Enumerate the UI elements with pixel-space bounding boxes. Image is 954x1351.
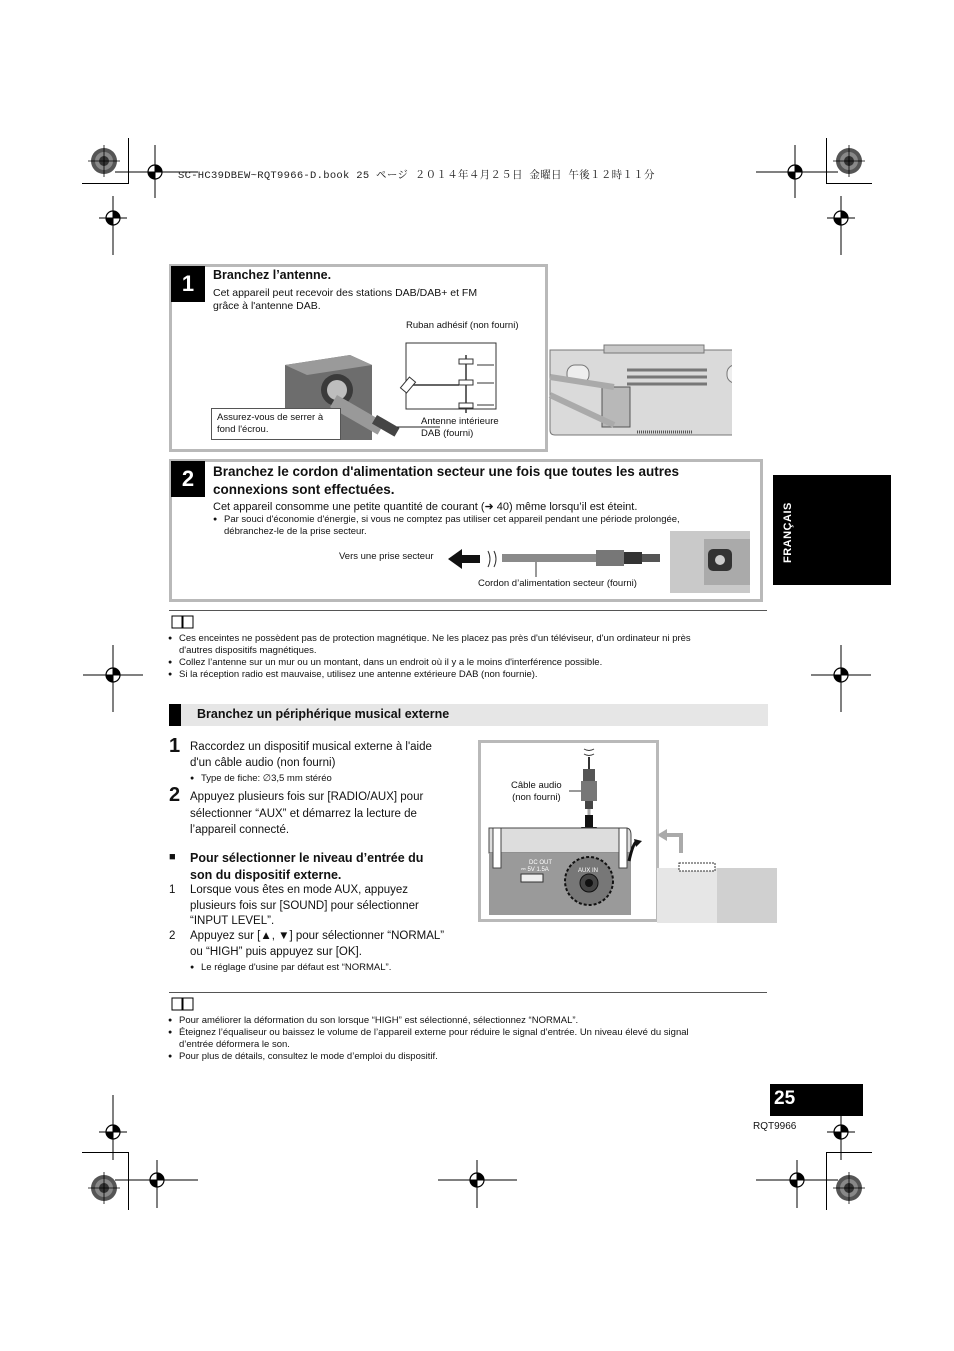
cable-label-line2: (non fourni)	[512, 792, 561, 803]
ext-step1-number: 1	[169, 735, 181, 757]
sub-heading	[190, 850, 423, 884]
language-tab	[773, 475, 891, 585]
ext-step1-line2: d'un câble audio (non fourni)	[190, 757, 336, 769]
arrow-left-icon	[448, 549, 480, 569]
aux-in-label: AUX IN	[578, 868, 599, 874]
cable-label-line1: Câble audio	[511, 780, 562, 791]
page-number: 25	[774, 1088, 796, 1109]
note3: Si la réception radio est mauvaise, utilisez une antenne extérieure DAB (non fournie).	[179, 669, 538, 680]
note2-2-line1: Éteignez l’équaliseur ou baissez le volume de l’appareil externe pour réduire le signal d’entrée. Un niveau élevé du signal	[179, 1027, 689, 1038]
note-item	[168, 1015, 758, 1027]
notes2-list	[168, 1015, 758, 1063]
notes1-rule	[169, 610, 767, 611]
sub-step2-line1: Appuyez sur [▲, ▼] pour sélectionner “NORMAL”	[190, 930, 445, 942]
ext-step2-text	[190, 789, 423, 839]
sub-marker: ■	[169, 851, 176, 863]
dc-out-label: DC OUT	[529, 860, 552, 866]
language-label: FRANÇAIS	[782, 502, 794, 563]
note-item	[168, 633, 758, 657]
sub-step1-text	[190, 883, 419, 930]
notes1-list	[168, 633, 758, 681]
step2-title-line2: connexions sont effectuées.	[213, 482, 395, 497]
step1-text-line1: Cet appareil peut recevoir des stations DAB/DAB+ et FM	[213, 287, 478, 299]
step2-text: Cet appareil consomme une petite quantité de courant (➜ 40) même lorsqu’il est éteint.	[213, 501, 638, 513]
ext-step1-line1: Raccordez un dispositif musical externe à l'aide	[190, 741, 432, 753]
step2-number: 2	[171, 461, 205, 497]
note-item	[168, 1051, 758, 1063]
ext-step2-line1: Appuyez plusieurs fois sur [RADIO/AUX] pour	[190, 791, 424, 803]
factory-default-text: Le réglage d'usine par défaut est “NORMAL”.	[201, 962, 392, 973]
sub-step2-number: 2	[169, 930, 176, 942]
sub-step2-text	[190, 929, 444, 960]
note2-3: Pour plus de détails, consultez le mode d’emploi du dispositif.	[179, 1051, 438, 1062]
ext-step1-text	[190, 739, 432, 771]
note1-line2: d'autres dispositifs magnétiques.	[179, 645, 317, 656]
note-item	[168, 669, 758, 681]
section-title: Branchez un périphérique musical externe	[197, 707, 450, 721]
sub-step1-line3: “INPUT LEVEL”.	[190, 915, 275, 927]
step2-bullet-line2: débranchez-le de la prise secteur.	[224, 526, 367, 537]
ext-step1-bullet	[190, 773, 332, 785]
section-header	[169, 704, 768, 726]
ext-step2-line3: l’appareil connecté.	[190, 824, 290, 836]
book-icon	[171, 997, 195, 1011]
plug-type	[190, 773, 332, 785]
aux-jack-illustration	[481, 743, 881, 923]
step1-text-line2: grâce à l'antenne DAB.	[213, 300, 321, 312]
page-number-box	[770, 1084, 863, 1116]
antenna-label	[421, 416, 499, 440]
ext-step2-line2: sélectionner “AUX” et démarrez la lecture de	[190, 807, 417, 820]
step2-title-line1: Branchez le cordon d'alimentation secteur une fois que toutes les autres	[213, 464, 680, 479]
note2-1: Pour améliorer la déformation du son lorsque “HIGH” est sélectionné, sélectionnez “NORMAL”.	[179, 1015, 579, 1026]
notes2-rule	[169, 992, 767, 993]
note1-line1: Ces enceintes ne possèdent pas de protection magnétique. Ne les placez pas près d'un téléviseur, d'un ordinateur ni près	[179, 633, 691, 644]
nut-callout-line2: fond l'écrou.	[217, 424, 269, 435]
nut-callout	[211, 408, 341, 440]
factory-default	[190, 962, 391, 974]
doc-code: RQT9966	[753, 1121, 797, 1132]
ext-step2-number: 2	[169, 784, 181, 806]
outlet-label: Vers une prise secteur	[339, 551, 434, 562]
step2-title	[213, 463, 679, 499]
sub-step1-line2: plusieurs fois sur [SOUND] pour sélectionner	[190, 899, 419, 912]
sub-heading-line2: son du dispositif externe.	[190, 868, 342, 882]
step1-title: Branchez l’antenne.	[213, 268, 332, 282]
book-icon	[171, 615, 195, 629]
nut-callout-line1: Assurez-vous de serrer à	[217, 412, 324, 423]
sub-step1-line1: Lorsque vous êtes en mode AUX, appuyez	[190, 884, 409, 896]
step2-bullet-line1: Par souci d'économie d'énergie, si vous ne comptez pas utiliser cet appareil pendant une période prolongée,	[224, 514, 680, 525]
dc-out-spec: ⎓ 5V 1.5A	[521, 867, 549, 873]
sub-step1-number: 1	[169, 884, 176, 896]
step1-number: 1	[171, 266, 205, 302]
antenna-label-line1: Antenne intérieure	[421, 416, 499, 427]
sub-step2-bullet	[190, 962, 391, 974]
sub-step2-line2: ou “HIGH” puis appuyez sur [OK].	[190, 945, 362, 958]
antenna-label-line2: DAB (fourni)	[421, 428, 474, 439]
note-item	[168, 657, 758, 669]
print-header: SC-HC39DBEW~RQT9966-D.book 25 ページ ２０１４年４月２５日 金曜日 午後１２時１１分	[178, 170, 655, 182]
note-item	[168, 1027, 758, 1051]
plug-type-text: Type de fiche: ∅3,5 mm stéréo	[201, 773, 332, 784]
cord-label: Cordon d’alimentation secteur (fourni)	[478, 578, 637, 589]
note2-2-line2: d’entrée déformera le son.	[179, 1039, 290, 1050]
tape-label: Ruban adhésif (non fourni)	[406, 320, 519, 331]
note2: Collez l’antenne sur un mur ou un montant, dans un endroit où il y a le moins d'interférence possible.	[179, 657, 603, 668]
sub-heading-line1: Pour sélectionner le niveau d’entrée du	[190, 851, 424, 865]
